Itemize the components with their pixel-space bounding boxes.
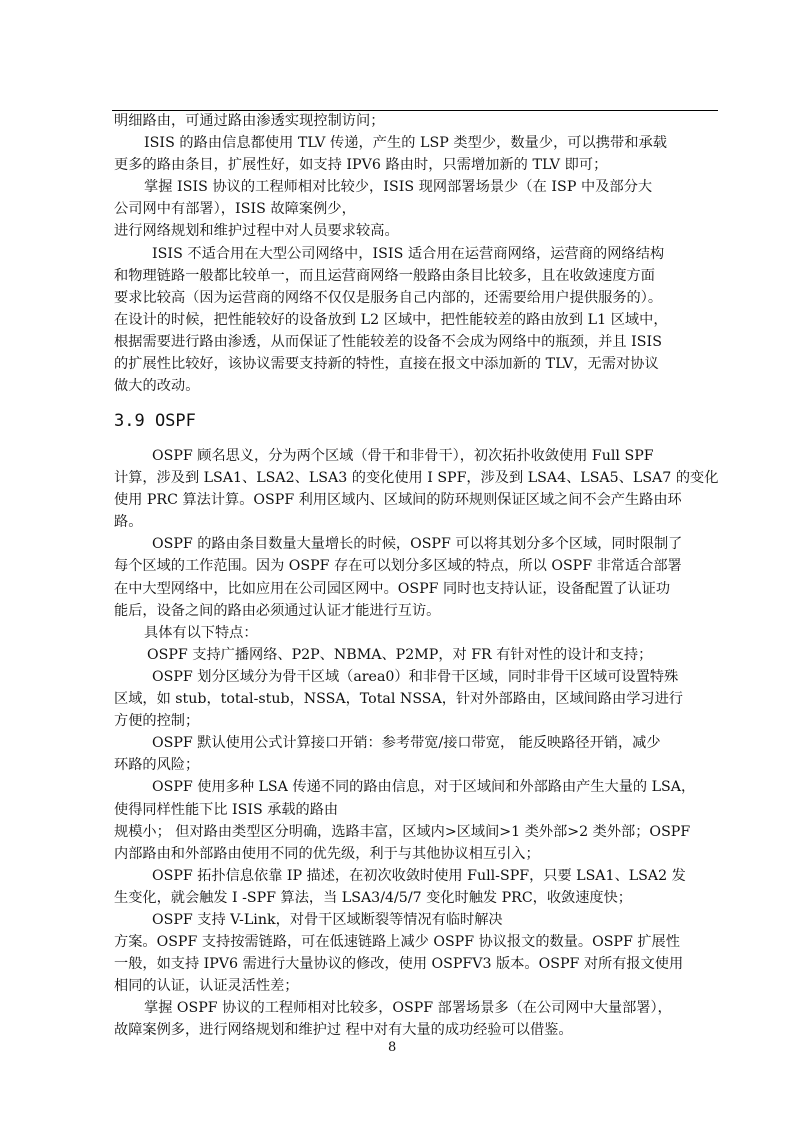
text-line: OSPF 划分区域分为骨干区域（area0）和非骨干区域，同时非骨干区域可设置特殊 <box>152 668 679 685</box>
text-line: ISIS 的路由信息都使用 TLV 传递，产生的 LSP 类型少，数量少，可以携带和承载 <box>144 135 667 152</box>
text-line: 的扩展性比较好，该协议需要支持新的特性，直接在报文中添加新的 TLV，无需对协议 <box>114 356 659 373</box>
text-line: OSPF 顾名思义，分为两个区域（骨干和非骨干），初次拓扑收敛使用 Full SPF <box>152 448 654 464</box>
text-line: 使用 PRC 算法计算。OSPF 利用区域内、区域间的防环规则保证区域之间不会产生路由环 <box>114 492 682 509</box>
text-line: 做大的改动。 <box>114 378 200 395</box>
text-line: 掌握 ISIS 协议的工程师相对比较少，ISIS 现网部署场景少（在 ISP 中及部分大 <box>144 179 653 196</box>
text-line: OSPF 支持 V-Link，对骨干区域断裂等情况有临时解决 <box>152 911 503 928</box>
text-line: 明细路由，可通过路由渗透实现控制访问； <box>114 113 385 129</box>
text-line: OSPF 支持广播网络、P2P、NBMA、P2MP，对 FR 有针对性的设计和支持； <box>147 646 653 663</box>
text-line: 故障案例多，进行网络规划和维护过 程中对有大量的成功经验可以借鉴。 <box>114 1022 573 1039</box>
section-heading: 3.9 OSPF <box>114 411 196 431</box>
isis-section-text <box>114 110 724 397</box>
text-line: OSPF 拓扑信息依靠 IP 描述，在初次收敛时使用 Full-SPF，只要 LSA1、LSA2 发 <box>152 867 686 884</box>
text-line: 使得同样性能下比 ISIS 承载的路由 <box>114 801 339 818</box>
text-line: 内部路由和外部路由使用不同的优先级，利于与其他协议相互引入； <box>114 845 540 862</box>
text-line: OSPF 使用多种 LSA 传递不同的路由信息，对于区域间和外部路由产生大量的 LSA， <box>152 779 696 796</box>
text-line: 进行网络规划和维护过程中对人员要求较高。 <box>114 223 399 240</box>
text-line: 规模小； 但对路由类型区分明确，选路丰富，区域内>区域间>1 类外部>2 类外部；OSPF <box>114 823 691 840</box>
text-line: 更多的路由条目，扩展性好，如支持 IPV6 路由时，只需增加新的 TLV 即可； <box>114 157 608 174</box>
text-line: 环路的风险； <box>114 757 200 774</box>
text-line: 和物理链路一般都比较单一，而且运营商网络一般路由条目比较多，且在收敛速度方面 <box>114 267 656 284</box>
text-line: ISIS 不适合用在大型公司网络中，ISIS 适合用在运营商网络，运营商的网络结构 <box>152 245 665 262</box>
ospf-section-text <box>114 445 724 1042</box>
page-number: 8 <box>388 1040 397 1055</box>
text-line: 一般，如支持 IPV6 需进行大量协议的修改，使用 OSPFV3 版本。OSPF 对所有报文使用 <box>114 956 684 973</box>
text-line: OSPF 的路由条目数量大量增长的时候，OSPF 可以将其划分多个区域，同时限制了 <box>152 536 683 553</box>
text-line: 方便的控制； <box>114 713 200 730</box>
text-line: 相同的认证，认证灵活性差； <box>114 978 299 995</box>
text-line: 在中大型网络中，比如应用在公司园区网中。OSPF 同时也支持认证，设备配置了认证功 <box>114 580 671 597</box>
text-line: 能后，设备之间的路由必须通过认证才能进行互访。 <box>114 602 441 619</box>
text-line: 计算，涉及到 LSA1、LSA2、LSA3 的变化使用 I SPF，涉及到 LSA4、LSA5、LSA7 的变化 <box>114 470 719 487</box>
text-line: 根据需要进行路由渗透，从而保证了性能较差的设备不会成为网络中的瓶颈，并且 ISIS <box>114 333 662 350</box>
text-line: 方案。OSPF 支持按需链路，可在低速链路上减少 OSPF 协议报文的数量。OSPF 扩展性 <box>114 934 680 951</box>
text-line: 每个区域的工作范围。因为 OSPF 存在可以划分多区域的特点，所以 OSPF 非常适合部署 <box>114 558 682 575</box>
text-line: 区域，如 stub，total-stub，NSSA，Total NSSA，针对外部路由，区域间路由学习进行 <box>114 691 683 708</box>
text-line: 具体有以下特点： <box>144 624 258 641</box>
text-line: 在设计的时候，把性能较好的设备放到 L2 区域中，把性能较差的路由放到 L1 区域中， <box>114 311 668 328</box>
text-line: 路。 <box>114 514 143 531</box>
text-line: 生变化，就会触发 I -SPF 算法，当 LSA3/4/5/7 变化时触发 PRC，收敛速度快； <box>114 889 632 906</box>
text-line: 公司网中有部署），ISIS 故障案例少， <box>114 201 356 218</box>
text-line: 掌握 OSPF 协议的工程师相对比较多，OSPF 部署场景多（在公司网中大量部署）， <box>144 1000 672 1017</box>
text-line: OSPF 默认使用公式计算接口开销：参考带宽/接口带宽， 能反映路径开销，减少 <box>152 735 661 752</box>
text-line: 要求比较高（因为运营商的网络不仅仅是服务自己内部的，还需要给用户提供服务的）。 <box>114 289 663 306</box>
